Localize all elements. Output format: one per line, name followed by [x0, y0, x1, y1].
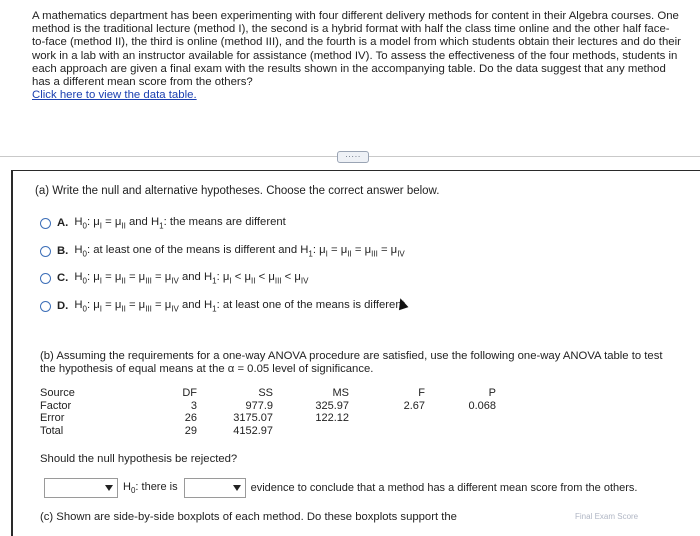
option-b-body: $_0$: at least one of the means is different and $H_1$: $\mu_I = \mu_{II} = \mu_{III} = \mu_{IV}$ [82, 244, 405, 259]
row-total-source: Total [40, 424, 64, 437]
answer-row [44, 478, 637, 498]
option-d[interactable] [40, 299, 405, 313]
header-p: P [488, 387, 496, 399]
header-ss: SS [258, 387, 273, 399]
row-total-ss: 4152.97 [233, 424, 273, 437]
problem-statement [32, 10, 682, 102]
header-f: F [418, 387, 425, 399]
row-factor-ss: 977.9 [245, 399, 273, 412]
anova-ms-col [305, 387, 349, 425]
conclusion-text: evidence to conclude that a method has a different mean score from the others. [250, 482, 638, 494]
option-a[interactable] [40, 216, 286, 230]
row-factor-ms: 325.97 [315, 399, 349, 412]
view-data-table-link[interactable]: Click here to view the data table. [32, 89, 197, 102]
option-a-body: $_0$: $\mu_I = \mu_{II}$ and $H_1$: the means are different [82, 216, 286, 231]
part-a-question: (a) Write the null and alternative hypotheses. Choose the correct answer below. [35, 185, 440, 197]
option-c[interactable] [40, 271, 308, 285]
option-d-body: $_0$: $\mu_I = \mu_{II} = \mu_{III} = \mu_{IV}$ and $H_1$: at least one of the means is different [82, 299, 405, 314]
reject-question: Should the null hypothesis be rejected? [40, 453, 238, 465]
option-text: $H_0$: $\mu_I = \mu_{II} = \mu_{III} = \mu_{IV}$ and $H_1$: at least one of the means is different [74, 299, 405, 314]
row-error-ms: 122.12 [315, 412, 349, 424]
evidence-select[interactable] [184, 478, 246, 498]
chevron-down-icon [233, 485, 241, 491]
part-b-text: (b) Assuming the requirements for a one-way ANOVA procedure are satisfied, use the following one-way ANOVA table to test the hypothesis of equal means at the α = 0.05 level of significance. [40, 350, 663, 375]
option-text: $H_0$: $\mu_I = \mu_{II} = \mu_{III} = \mu_{IV}$ and $H_1$: $\mu_I < \mu_{II} < \mu_{III} < \mu_{IV}$ [74, 271, 309, 286]
radio-a[interactable] [40, 218, 51, 229]
row-error-source: Error [40, 412, 65, 424]
boxplot-axis-label: Final Exam Score [575, 512, 639, 521]
anova-p-col [462, 387, 496, 412]
row-error-df: 26 [184, 412, 197, 424]
option-c-body: $_0$: $\mu_I = \mu_{II} = \mu_{III} = \mu_{IV}$ and $H_1$: $\mu_I < \mu_{II} < \mu_{III} < \mu_{IV}$ [82, 271, 309, 286]
option-letter: A. [57, 217, 69, 230]
row-factor-f: 2.67 [403, 399, 425, 412]
option-letter: B. [57, 245, 69, 258]
radio-d[interactable] [40, 301, 51, 312]
anova-f-col [393, 387, 425, 412]
row-error-ss: 3175.07 [233, 412, 273, 424]
problem-text: A mathematics department has been experimenting with four different delivery methods for content in their Algebra courses. One method is the traditional lecture (method I), the second is a hybrid format with half the class time online and the other half face-to-face (method II), the third is online (method III), and the fourth is a model from which students obtain their lectures and do their work in a lab with an instructor available for assistance (method IV). To assess the effectiveness of the four methods, students in each approach are given a final exam with the results shown in the accompanying table. Do the data suggest that any method has a different mean score from the others? [32, 10, 681, 89]
option-text: $H_0$: $\mu_I = \mu_{II}$ and $H_1$: the means are different [74, 216, 286, 231]
h0-label: $H_0$: there is [123, 480, 178, 496]
radio-b[interactable] [40, 246, 51, 257]
row-total-df: 29 [184, 424, 197, 437]
part-c-text: (c) Shown are side-by-side boxplots of each method. Do these boxplots support the [40, 511, 457, 523]
anova-source-col [40, 387, 75, 437]
header-source: Source [40, 387, 75, 399]
reject-decision-select[interactable] [44, 478, 118, 498]
row-factor-source: Factor [40, 399, 72, 412]
expand-button[interactable]: ····· [337, 151, 369, 163]
option-letter: C. [57, 272, 69, 285]
radio-c[interactable] [40, 273, 51, 284]
option-letter: D. [57, 300, 69, 313]
chevron-down-icon [105, 485, 113, 491]
row-factor-p: 0.068 [468, 399, 496, 412]
header-df: DF [182, 387, 197, 399]
anova-df-col [165, 387, 197, 437]
anova-ss-col [225, 387, 273, 437]
option-text: $H_0$: at least one of the means is different and $H_1$: $\mu_I = \mu_{II} = \mu_{III} = \mu_{IV}$ [74, 244, 405, 259]
header-ms: MS [332, 387, 349, 399]
option-b[interactable] [40, 244, 405, 258]
row-factor-df: 3 [190, 399, 197, 412]
